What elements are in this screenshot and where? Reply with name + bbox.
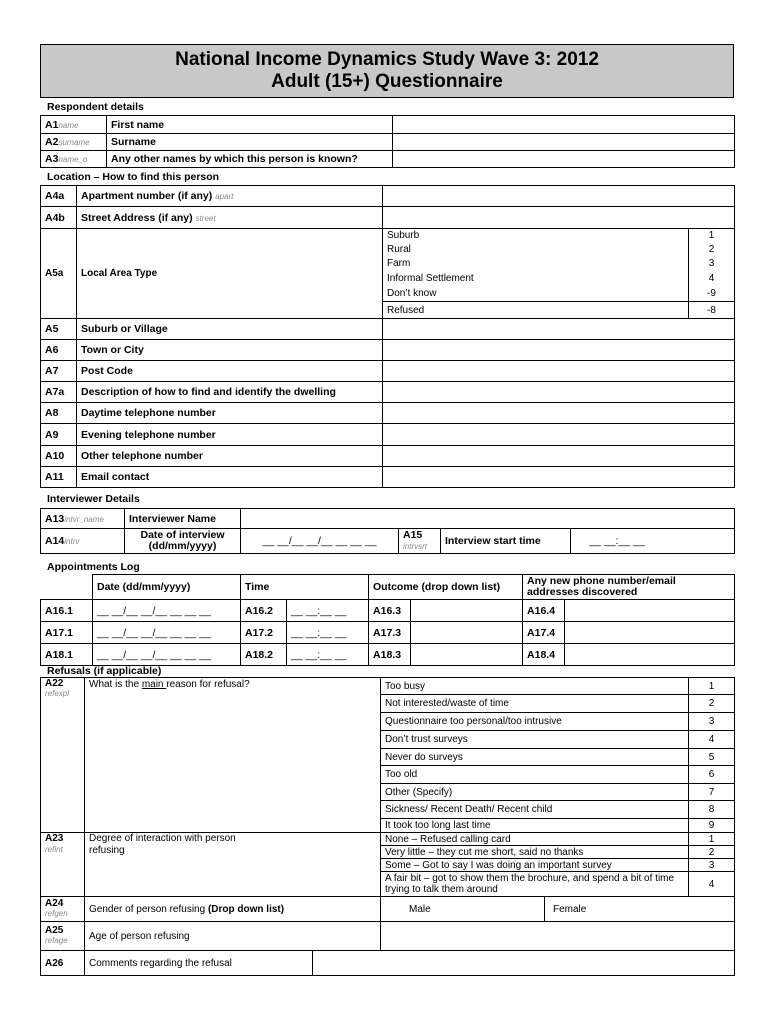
a5a-code: A5a	[41, 229, 77, 319]
a16-2-input[interactable]: __ __:__ __	[287, 600, 369, 622]
a23-option[interactable]: Some – Got to say I was doing an important survey	[381, 859, 689, 872]
a22-option-code: 7	[689, 784, 735, 801]
a4b-input[interactable]	[383, 207, 735, 229]
a17-3-dropdown[interactable]	[411, 622, 523, 644]
a2-label: Surname	[107, 134, 393, 151]
a22-option-code: 8	[689, 801, 735, 819]
a8-label: Daytime telephone number	[77, 403, 383, 424]
a14-label: Date of interview (dd/mm/yyyy)	[125, 529, 241, 554]
a23-option[interactable]: Very little – they cut me short, said no thanks	[381, 846, 689, 859]
appointments-table	[40, 574, 735, 666]
a23-option-code: 4	[689, 872, 735, 897]
a3-label: Any other names by which this person is known?	[107, 151, 393, 168]
a3-input[interactable]	[393, 151, 735, 168]
a26-code: A26	[41, 951, 85, 976]
a22-option[interactable]: Too old	[381, 766, 689, 784]
a7-input[interactable]	[383, 361, 735, 382]
a18-2-input[interactable]: __ __:__ __	[287, 644, 369, 666]
a15-input[interactable]: __ __:__ __	[571, 529, 735, 554]
a16-1-code: A16.1	[41, 600, 93, 622]
a5a-option-code: -8	[689, 302, 735, 319]
a7a-label: Description of how to find and identify the dwelling	[77, 382, 383, 403]
location-table	[40, 185, 735, 488]
a25-input[interactable]	[381, 922, 735, 951]
a24-male-option[interactable]: Male	[381, 897, 545, 922]
a17-4-code: A17.4	[523, 622, 565, 644]
a18-1-input[interactable]: __ __/__ __/__ __ __ __	[93, 644, 241, 666]
a16-3-dropdown[interactable]	[411, 600, 523, 622]
a10-label: Other telephone number	[77, 446, 383, 467]
a22-option[interactable]: Sickness/ Recent Death/ Recent child	[381, 801, 689, 819]
a11-label: Email contact	[77, 467, 383, 488]
a18-4-code: A18.4	[523, 644, 565, 666]
a26-label: Comments regarding the refusal	[85, 951, 313, 976]
a23-option-code: 1	[689, 833, 735, 846]
a17-4-input[interactable]	[565, 622, 735, 644]
a22-option[interactable]: Questionnaire too personal/too intrusive	[381, 713, 689, 731]
a22-option-code: 1	[689, 678, 735, 695]
a1-code: A1name	[41, 116, 107, 134]
a3-code: A3name_o	[41, 151, 107, 168]
a16-3-code: A16.3	[369, 600, 411, 622]
a9-input[interactable]	[383, 424, 735, 446]
a5a-option[interactable]: Don’t know	[383, 286, 689, 302]
appt-header-date: Date (dd/mm/yyyy)	[93, 575, 241, 600]
refusals-table	[40, 677, 735, 976]
a16-4-code: A16.4	[523, 600, 565, 622]
a22-code: A22 refexpl	[41, 678, 85, 833]
a18-3-dropdown[interactable]	[411, 644, 523, 666]
a23-option-code: 3	[689, 859, 735, 872]
a22-option[interactable]: Too busy	[381, 678, 689, 695]
a24-code: A24 refgen	[41, 897, 85, 922]
a23-code: A23 refint	[41, 833, 85, 897]
a4a-label: Apartment number (if any) apart	[77, 186, 383, 207]
a17-1-code: A17.1	[41, 622, 93, 644]
a17-2-code: A17.2	[241, 622, 287, 644]
a25-code: A25 refage	[41, 922, 85, 951]
a13-label: Interviewer Name	[125, 509, 241, 529]
a15-label: Interview start time	[441, 529, 571, 554]
a7a-input[interactable]	[383, 382, 735, 403]
a5a-option[interactable]: Refused	[383, 302, 689, 319]
a16-2-code: A16.2	[241, 600, 287, 622]
a5a-option-code: -9	[689, 286, 735, 302]
a11-input[interactable]	[383, 467, 735, 488]
a14-input[interactable]: __ __/__ __/__ __ __ __	[241, 529, 399, 554]
a18-3-code: A18.3	[369, 644, 411, 666]
a2-code: A2surname	[41, 134, 107, 151]
a18-2-code: A18.2	[241, 644, 287, 666]
a22-option-code: 4	[689, 731, 735, 749]
refusals-heading: Refusals (if applicable)	[47, 665, 162, 677]
a22-option-code: 2	[689, 695, 735, 713]
a7a-code: A7a	[41, 382, 77, 403]
a4b-label: Street Address (if any) street	[77, 207, 383, 229]
a23-option[interactable]: A fair bit – got to show them the brochure, and spend a bit of time trying to talk them around	[381, 872, 689, 897]
a22-option[interactable]: Don’t trust surveys	[381, 731, 689, 749]
a26-input[interactable]	[313, 951, 735, 976]
a4a-code: A4a	[41, 186, 77, 207]
a6-label: Town or City	[77, 340, 383, 361]
a10-code: A10	[41, 446, 77, 467]
a5a-option-code: 1	[689, 229, 735, 243]
page-title	[40, 44, 734, 98]
title-line-1: National Income Dynamics Study Wave 3: 2012	[175, 49, 599, 70]
a5a-option-code: 4	[689, 271, 735, 286]
appt-header-phone: Any new phone number/email addresses discovered	[523, 575, 735, 600]
a5-label: Suburb or Village	[77, 319, 383, 340]
a23-option[interactable]: None – Refused calling card	[381, 833, 689, 846]
a5a-option[interactable]: Farm	[383, 257, 689, 271]
a5a-option[interactable]: Suburb	[383, 229, 689, 243]
a22-option[interactable]: It took too long last time	[381, 819, 689, 833]
a22-option-code: 3	[689, 713, 735, 731]
interviewer-table	[40, 508, 735, 554]
a17-3-code: A17.3	[369, 622, 411, 644]
a10-input[interactable]	[383, 446, 735, 467]
a24-female-option[interactable]: Female	[545, 897, 735, 922]
a7-label: Post Code	[77, 361, 383, 382]
a16-4-input[interactable]	[565, 600, 735, 622]
a23-option-code: 2	[689, 846, 735, 859]
a22-question: What is the main reason for refusal?	[85, 678, 381, 833]
a5a-option[interactable]: Rural	[383, 243, 689, 257]
a22-option-code: 5	[689, 749, 735, 766]
a17-2-input[interactable]: __ __:__ __	[287, 622, 369, 644]
a15-code: A15 intrvsrt	[399, 529, 441, 554]
a14-code: A14intrv	[41, 529, 125, 554]
a2-input[interactable]	[393, 134, 735, 151]
a9-label: Evening telephone number	[77, 424, 383, 446]
a18-4-input[interactable]	[565, 644, 735, 666]
a22-option[interactable]: Never do surveys	[381, 749, 689, 766]
a6-input[interactable]	[383, 340, 735, 361]
appt-header-outcome: Outcome (drop down list)	[369, 575, 523, 600]
a8-input[interactable]	[383, 403, 735, 424]
a7-code: A7	[41, 361, 77, 382]
a5a-label: Local Area Type	[77, 229, 383, 319]
a22-option[interactable]: Other (Specify)	[381, 784, 689, 801]
location-heading: Location – How to find this person	[47, 171, 220, 183]
appt-header-time: Time	[241, 575, 369, 600]
a17-1-input[interactable]: __ __/__ __/__ __ __ __	[93, 622, 241, 644]
a23-question: Degree of interaction with person refusing	[85, 833, 381, 897]
a4a-input[interactable]	[383, 186, 735, 207]
a18-1-code: A18.1	[41, 644, 93, 666]
a6-code: A6	[41, 340, 77, 361]
respondent-table	[40, 115, 735, 168]
a22-option[interactable]: Not interested/waste of time	[381, 695, 689, 713]
a5a-option-code: 2	[689, 243, 735, 257]
a5a-option-code: 3	[689, 257, 735, 271]
a1-input[interactable]	[393, 116, 735, 134]
a1-label: First name	[107, 116, 393, 134]
a9-code: A9	[41, 424, 77, 446]
a22-option-code: 9	[689, 819, 735, 833]
title-line-2: Adult (15+) Questionnaire	[271, 71, 503, 92]
interviewer-heading: Interviewer Details	[47, 493, 140, 505]
a5-code: A5	[41, 319, 77, 340]
a24-label: Gender of person refusing (Drop down list)	[85, 897, 381, 922]
appointments-heading: Appointments Log	[47, 561, 140, 573]
a5-input[interactable]	[383, 319, 735, 340]
a16-1-input[interactable]: __ __/__ __/__ __ __ __	[93, 600, 241, 622]
a11-code: A11	[41, 467, 77, 488]
a13-code: A13intvr_name	[41, 509, 125, 529]
a5a-option[interactable]: Informal Settlement	[383, 271, 689, 286]
a8-code: A8	[41, 403, 77, 424]
a13-input[interactable]	[241, 509, 735, 529]
a4b-code: A4b	[41, 207, 77, 229]
respondent-heading: Respondent details	[47, 101, 144, 113]
a22-option-code: 6	[689, 766, 735, 784]
a25-label: Age of person refusing	[85, 922, 381, 951]
